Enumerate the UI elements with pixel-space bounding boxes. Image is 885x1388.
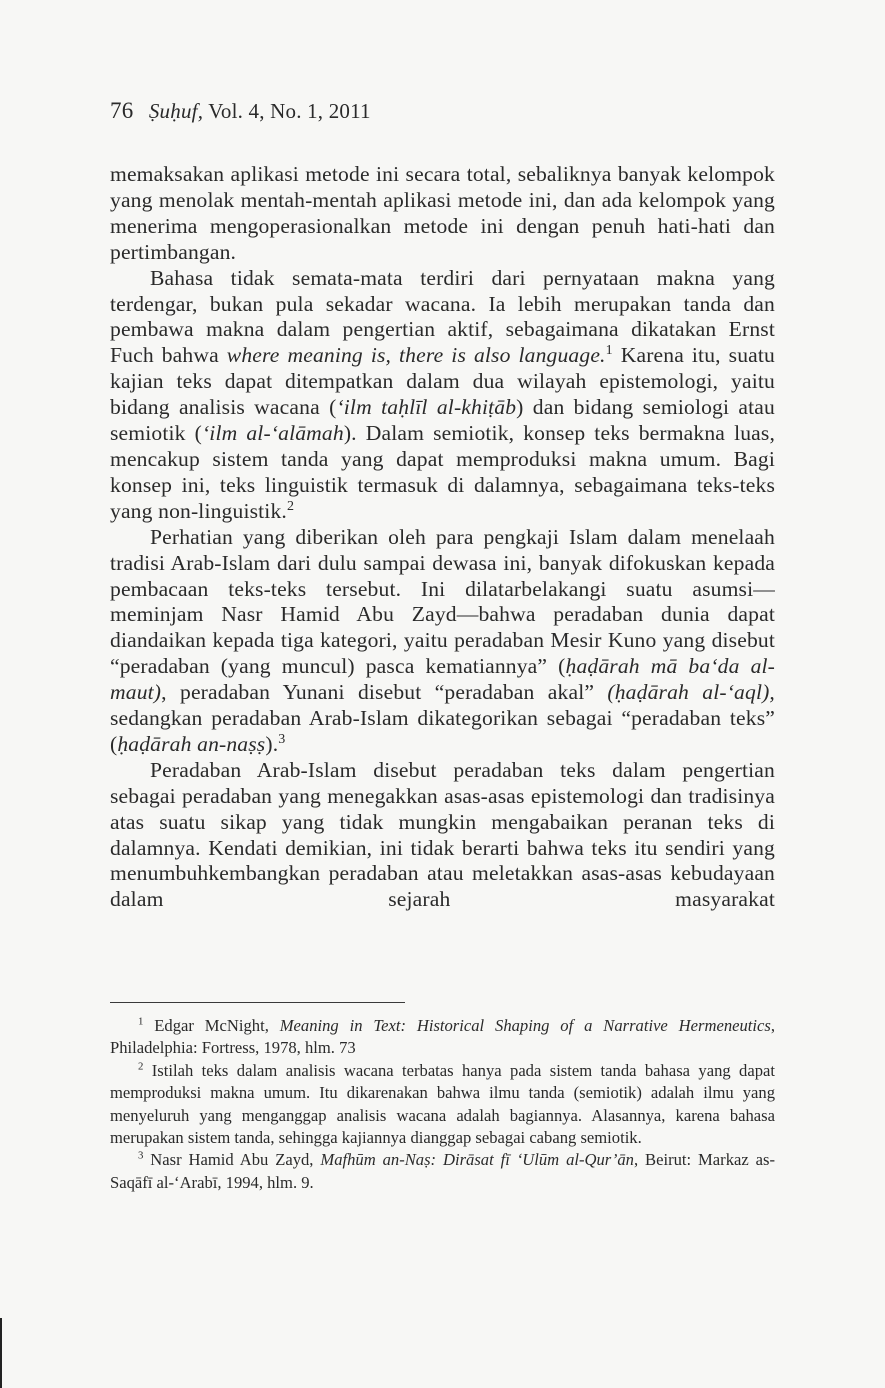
paragraph-1-text: memaksakan aplikasi metode ini secara total, sebaliknya banyak kelompok yang menolak mentah-mentah aplikasi metode ini, dan ada kelompok yang menerima mengoperasionalkan metode ini dengan penuh hati-hati dan pertimbangan. bbox=[110, 162, 775, 264]
page-header bbox=[110, 98, 371, 124]
footnote-3-publisher: , Beirut: Markaz as-Saqāfī al-‘Arabī, 1994, hlm. 9. bbox=[110, 1150, 775, 1192]
footnote-3-title: Mafhūm an-Naṣ: Dirāsat fī ‘Ulūm al-Qur’ān bbox=[320, 1150, 634, 1170]
footnote-2 bbox=[110, 1060, 775, 1150]
paragraph-2 bbox=[110, 266, 775, 525]
footnote-1-author: Edgar McNight, bbox=[143, 1016, 280, 1035]
footnote-ref-2: 2 bbox=[286, 497, 295, 514]
paragraph-3-text-a: Perhatian yang diberikan oleh para pengkaji Islam dalam menelaah tradisi Arab-Islam dari dulu sampai dewasa ini, banyak difokuskan kepada pembacaan teks-teks tersebut. Ini dilatarbelakangi suatu asumsi—meminjam Nasr Hamid Abu Zayd—bahwa peradaban dunia dapat diandaikan kepada tiga kategori, yaitu peradaban Mesir Kuno yang disebut “peradaban (yang muncul) pasca kematiannya” ( bbox=[110, 524, 775, 679]
paragraph-3-text-d: ). bbox=[265, 731, 279, 756]
paragraph-4-text: Peradaban Arab-Islam disebut peradaban teks dalam pengertian sebagai peradaban yang menegakkan asas-asas epistemologi dan tradisinya atas suatu sikap yang tidak mungkin mengabaikan peranan teks di dalamnya. Kendati demikian, ini tidak berarti bahwa teks itu sendiri yang menumbuhkembangkan peradaban atau meletakkan asas-asas kebudayaan dalam sejarah masyarakat bbox=[110, 757, 775, 912]
term-hadarah-nass: ḥaḍārah an-naṣṣ bbox=[117, 731, 266, 756]
footnotes bbox=[110, 1015, 775, 1194]
footnote-divider bbox=[110, 1002, 405, 1003]
footnote-3-number: 3 bbox=[138, 1149, 144, 1162]
footnote-1-publisher: , Philadelphia: Fortress, 1978, hlm. 73 bbox=[110, 1016, 775, 1058]
footnote-2-number: 2 bbox=[138, 1060, 144, 1073]
paragraph-2-text-d: ). Dalam semiotik, konsep teks bermakna luas, mencakup sistem tanda yang dapat memproduksi makna umum. Bagi konsep ini, teks linguistik termasuk di dalamnya, sebagaimana teks-teks yang non-linguistik. bbox=[110, 421, 775, 523]
scan-edge-mark bbox=[0, 1318, 2, 1388]
paragraph-2-text-a: Bahasa tidak semata-mata terdiri dari pernyataan makna yang terdengar, bukan pula sekadar wacana. Ia lebih merupakan tanda dan pembawa makna dalam pengertian aktif, sebagaimana dikatakan Ernst Fuch bahwa bbox=[110, 265, 775, 368]
page-number: 76 bbox=[110, 98, 134, 123]
term-hadarah-aql: (ḥaḍārah al-‘aql), bbox=[607, 680, 775, 705]
quote-language: where meaning is, there is also language. bbox=[226, 343, 606, 368]
footnote-ref-3: 3 bbox=[278, 730, 286, 747]
footnote-2-text: Istilah teks dalam analisis wacana terbatas hanya pada sistem tanda bahasa yang dapat memproduksi makna umum. Itu dikarenakan bahwa ilmu tanda (semiotik) adalah ilmu yang menyeluruh yang menganggap analisis wacana adalah bagiannya. Alasannya, karena bahasa merupakan sistem tanda, sehingga kajiannya dianggap sebagai cabang semiotik. bbox=[110, 1060, 775, 1148]
footnote-3-author: Nasr Hamid Abu Zayd, bbox=[143, 1150, 321, 1170]
paragraph-2-text-b: Karena itu, suatu kajian teks dapat ditempatkan dalam dua wilayah epistemologi, yaitu bidang analisis wacana ( bbox=[110, 343, 775, 420]
term-ilm-tahlil: ‘ilm taḥlīl al-khiṭāb bbox=[336, 395, 517, 420]
main-body-text bbox=[110, 162, 775, 913]
journal-title: Ṣuḥuf, bbox=[148, 99, 204, 123]
journal-volume: Vol. 4, No. 1, 2011 bbox=[208, 99, 371, 123]
paragraph-1 bbox=[110, 162, 775, 266]
paragraph-3-text-c: sedangkan peradaban Arab-Islam dikategorikan sebagai “peradaban teks” ( bbox=[110, 706, 775, 756]
footnote-3 bbox=[110, 1149, 775, 1194]
paragraph-3 bbox=[110, 525, 775, 758]
footnote-1-title: Meaning in Text: Historical Shaping of a Narrative Hermeneutics bbox=[279, 1016, 771, 1035]
paragraph-2-text-c: ) dan bidang semiologi atau semiotik ( bbox=[110, 395, 775, 446]
footnote-1-number: 1 bbox=[138, 1015, 144, 1028]
term-ilm-alamah: ‘ilm al-‘alāmah bbox=[201, 421, 344, 446]
paragraph-3-text-b: , peradaban Yunani disebut “peradaban akal” bbox=[161, 680, 608, 705]
paragraph-4 bbox=[110, 758, 775, 913]
term-hadarah-maut: ḥaḍārah mā ba‘da al-maut) bbox=[110, 654, 776, 705]
footnote-ref-1: 1 bbox=[605, 342, 613, 359]
footnote-1 bbox=[110, 1015, 775, 1060]
